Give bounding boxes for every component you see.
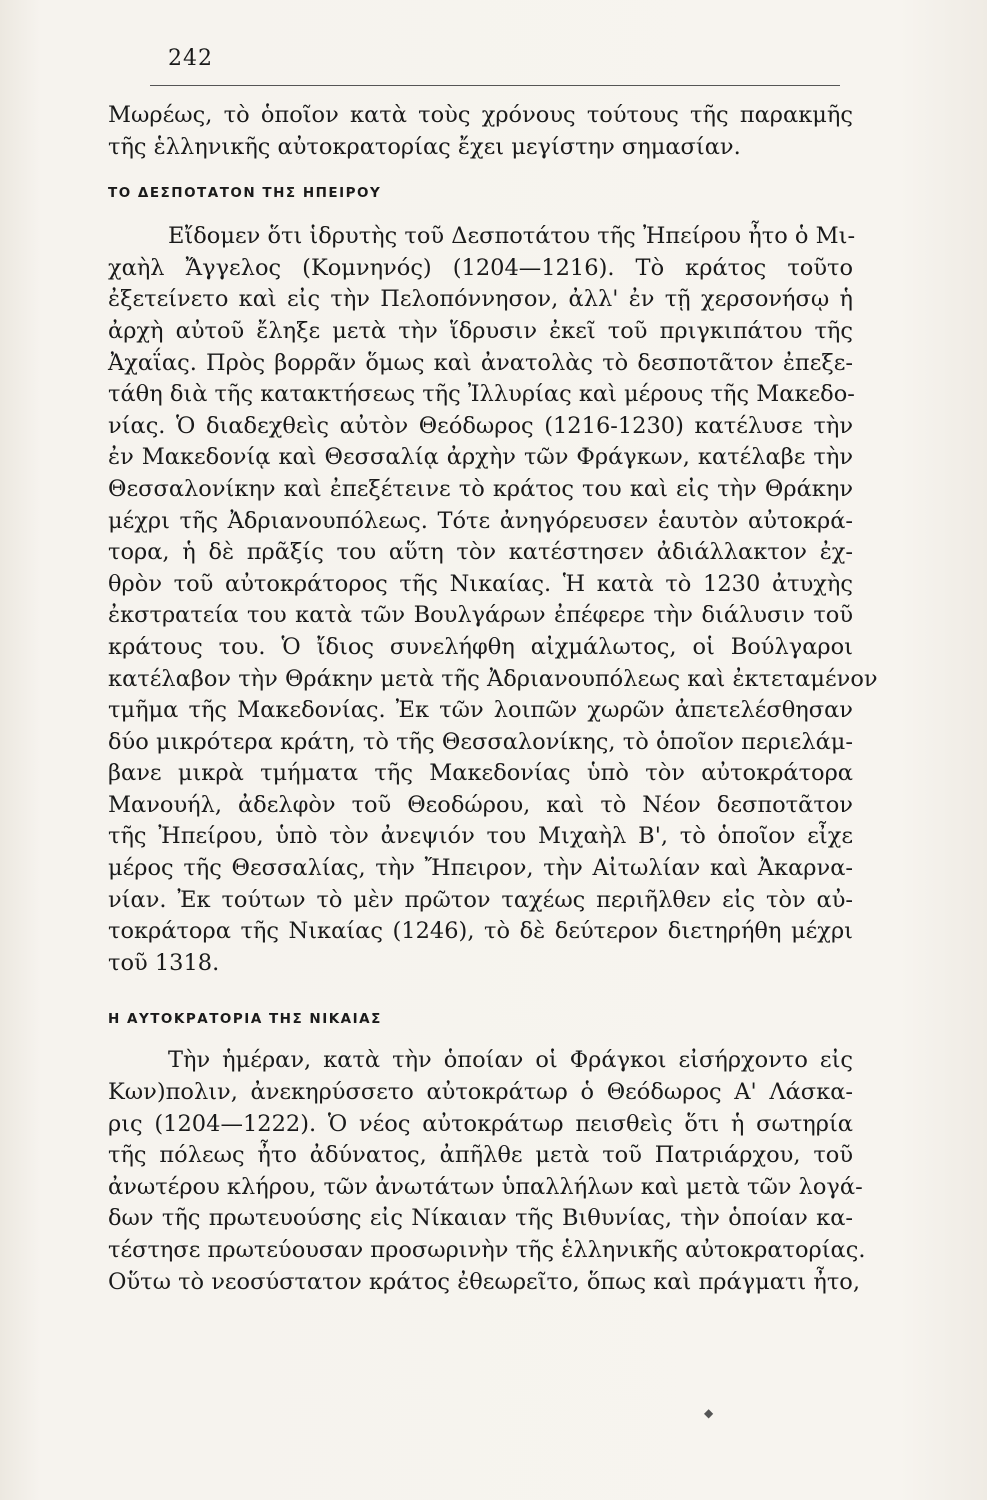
text-line: ἐξετείνετο καὶ εἰς τὴν Πελοπόννησον, ἀλλ' ἐν τῇ χερσονήσῳ ἡ	[108, 286, 853, 313]
text-line: τοκράτορα τῆς Νικαίας (1246), τὸ δὲ δεύτερον διετηρήθη μέχρι	[108, 918, 853, 945]
text-line: βανε μικρὰ τμήματα τῆς Μακεδονίας ὑπὸ τὸν αὐτοκράτορα	[108, 760, 853, 787]
text-line: Κων)πολιν, ἀνεκηρύσσετο αὐτοκράτωρ ὁ Θεόδωρος Α' Λάσκα-	[108, 1079, 853, 1106]
text-line: ἐκστρατεία του κατὰ τῶν Βουλγάρων ἐπέφερε τὴν διάλυσιν τοῦ	[108, 602, 853, 629]
page-body	[108, 100, 878, 1298]
text-line: Ἀχαΐας. Πρὸς βορρᾶν ὅμως καὶ ἀνατολὰς τὸ δεσποτᾶτον ἐπεξε-	[108, 349, 853, 376]
text-line: τῆς πόλεως ἦτο ἀδύνατος, ἀπῆλθε μετὰ τοῦ Πατριάρχου, τοῦ	[108, 1142, 853, 1169]
section-heading-epirus: ΤΟ ΔΕΣΠΟΤΑΤΟΝ ΤΗΣ ΗΠΕΙΡΟΥ	[108, 185, 382, 202]
text-line: νίαν. Ἐκ τούτων τὸ μὲν πρῶτον ταχέως περιῆλθεν εἰς τὸν αὐ-	[108, 886, 853, 913]
text-line: κατέλαβον τὴν Θράκην μετὰ τῆς Ἀδριανουπόλεως καὶ ἐκτεταμένον	[108, 665, 878, 692]
text-line: ἐν Μακεδονίᾳ καὶ Θεσσαλίᾳ ἀρχὴν τῶν Φράγκων, κατέλαβε τὴν	[108, 444, 853, 471]
text-line: τέστησε πρωτεύουσαν προσωρινὴν τῆς ἑλληνικῆς αὐτοκρατορίας.	[108, 1237, 866, 1263]
text-line: χαὴλ Ἄγγελος (Κομνηνός) (1204—1216). Τὸ κράτος τοῦτο	[108, 254, 853, 281]
text-line: Μανουήλ, ἀδελφὸν τοῦ Θεοδώρου, καὶ τὸ Νέον δεσποτᾶτον	[108, 791, 853, 818]
text-line: τορα, ἡ δὲ πρᾶξίς του αὕτη τὸν κατέστησεν ἀδιάλλακτον ἐχ-	[108, 539, 853, 566]
text-line: κράτους του. Ὁ ἴδιος συνελήφθη αἰχμάλωτος, οἱ Βούλγαροι	[108, 633, 853, 660]
text-line: Μωρέως, τὸ ὁποῖον κατὰ τοὺς χρόνους τούτους τῆς παρακμῆς	[108, 102, 853, 128]
text-line: τοῦ 1318.	[108, 949, 220, 976]
epirus-paragraph	[108, 221, 878, 979]
text-line: μέχρι τῆς Ἀδριανουπόλεως. Τότε ἀνηγόρευσεν ἑαυτὸν αὐτοκρά-	[108, 507, 853, 534]
text-line: θρὸν τοῦ αὐτοκράτορος τῆς Νικαίας. Ἡ κατὰ τὸ 1230 ἀτυχὴς	[108, 570, 853, 597]
text-line: τάθη διὰ τῆς κατακτήσεως τῆς Ἰλλυρίας καὶ μέρους τῆς Μακεδο-	[108, 381, 855, 408]
header-rule	[150, 85, 840, 86]
text-line: ρις (1204—1222). Ὁ νέος αὐτοκράτωρ πεισθεὶς ὅτι ἡ σωτηρία	[108, 1110, 853, 1137]
text-line: Οὕτω τὸ νεοσύστατον κράτος ἐθεωρεῖτο, ὅπως καὶ πράγματι ἦτο,	[108, 1268, 861, 1295]
text-line: ἀνωτέρου κλήρου, τῶν ἀνωτάτων ὑπαλλήλων καὶ μετὰ τῶν λογά-	[108, 1173, 863, 1200]
text-line: δύο μικρότερα κράτη, τὸ τῆς Θεσσαλονίκης, τὸ ὁποῖον περιελάμ-	[108, 728, 853, 755]
text-line: δων τῆς πρωτευούσης εἰς Νίκαιαν τῆς Βιθυνίας, τὴν ὁποίαν κα-	[108, 1205, 853, 1232]
text-line: νίας. Ὁ διαδεχθεὶς αὐτὸν Θεόδωρος (1216-1230) κατέλυσε τὴν	[108, 412, 853, 439]
section-heading-nicaea: Η ΑΥΤΟΚΡΑΤΟΡΙΑ ΤΗΣ ΝΙΚΑΙΑΣ	[108, 1011, 382, 1028]
text-line: μέρος τῆς Θεσσαλίας, τὴν Ἤπειρον, τὴν Αἰτωλίαν καὶ Ἀκαρνα-	[108, 855, 853, 882]
text-line: τῆς Ἠπείρου, ὑπὸ τὸν ἀνεψιόν του Μιχαὴλ Β', τὸ ὁποῖον εἶχε	[108, 823, 853, 850]
text-line: τμῆμα τῆς Μακεδονίας. Ἐκ τῶν λοιπῶν χωρῶν ἀπετελέσθησαν	[108, 697, 853, 724]
text-line: ἀρχὴ αὐτοῦ ἔληξε μετὰ τὴν ἵδρυσιν ἐκεῖ τοῦ πριγκιπάτου τῆς	[108, 317, 853, 344]
text-line: Τὴν ἡμέραν, κατὰ τὴν ὁποίαν οἱ Φράγκοι εἰσήρχοντο εἰς	[168, 1047, 853, 1074]
page-number: 242	[168, 46, 213, 71]
text-line: Εἴδομεν ὅτι ἱδρυτὴς τοῦ Δεσποτάτου τῆς Ἠπείρου ἦτο ὁ Μι-	[168, 223, 856, 250]
text-line: Θεσσαλονίκην καὶ ἐπεξέτεινε τὸ κράτος του καὶ εἰς τὴν Θράκην	[108, 475, 853, 502]
text-line: τῆς ἑλληνικῆς αὐτοκρατορίας ἔχει μεγίστην σημασίαν.	[108, 133, 741, 160]
print-mark: ◆	[704, 1406, 714, 1420]
nicaea-paragraph	[108, 1045, 866, 1298]
intro-paragraph	[108, 100, 853, 163]
